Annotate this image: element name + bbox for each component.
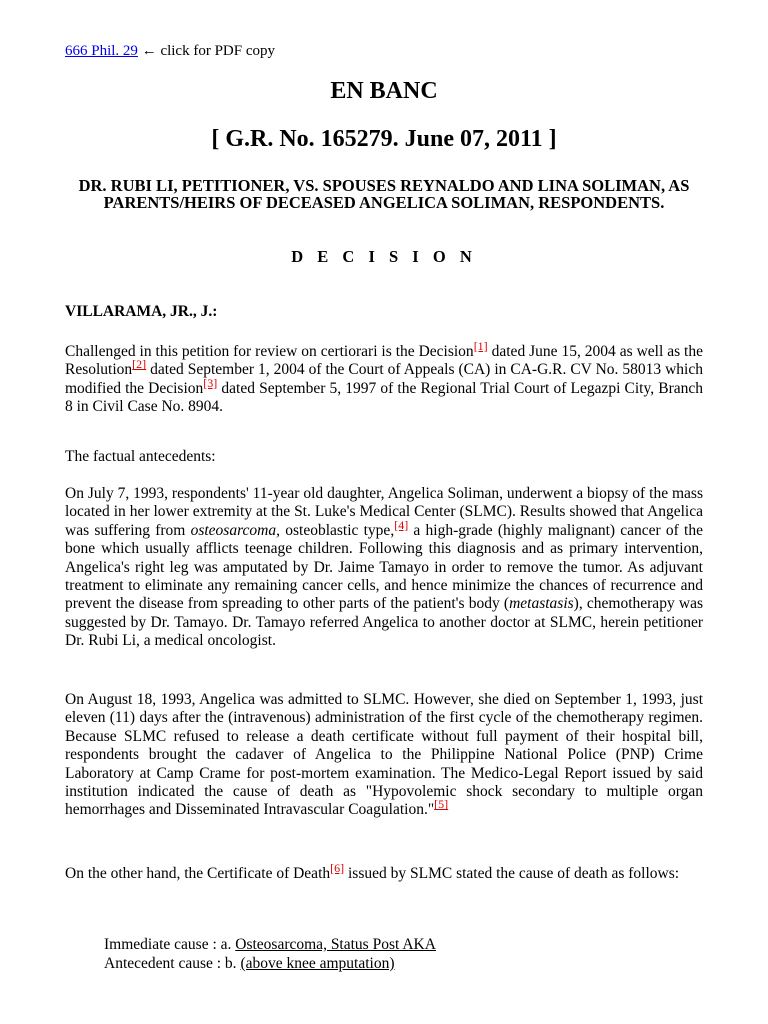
antecedent-cause: Antecedent cause : b. (above knee amputation): [104, 955, 395, 972]
case-title: DR. RUBI LI, PETITIONER, VS. SPOUSES REYNALDO AND LINA SOLIMAN, AS PARENTS/HEIRS OF DECEASED ANGELICA SOLIMAN, RESPONDENTS.: [78, 176, 690, 212]
footnote-6-link[interactable]: [6]: [330, 860, 345, 875]
paragraph-3: On July 7, 1993, respondents' 11-year old daughter, Angelica Soliman, underwent a biopsy of the mass located in her lower extremity at the St. Luke's Medical Center (SLMC). Results showed that Angelica was suffering from osteosarcoma, osteoblastic type,[4] a high-grade (highly malignant) cancer of the bone which usually afflicts teenage children. Following this diagnosis and as primary intervention, Angelica's right leg was amputated by Dr. Jaime Tamayo in order to remove the tumor. As adjuvant treatment to eliminate any remaining cancer cells, and hence minimize the chances of recurrence and prevent the disease from spreading to other parts of the patient's body (metastasis), chemotherapy was suggested by Dr. Tamayo. Dr. Tamayo referred Angelica to another doctor at SLMC, herein petitioner Dr. Rubi Li, a medical oncologist.: [65, 485, 703, 650]
pdf-link-line: [65, 42, 275, 60]
ponente: VILLARAMA, JR., J.:: [65, 303, 218, 320]
immediate-cause: Immediate cause : a. Osteosarcoma, Status Post AKA: [104, 936, 436, 953]
decision-heading: D E C I S I O N: [291, 247, 477, 266]
paragraph-2: The factual antecedents:: [65, 448, 216, 465]
pdf-link-note: ← click for PDF copy: [137, 43, 276, 59]
paragraph-5: On the other hand, the Certificate of Death[6] issued by SLMC stated the cause of death as follows:: [65, 860, 680, 882]
footnote-4-link[interactable]: [4]: [394, 517, 409, 532]
footnote-3-link[interactable]: [3]: [203, 375, 218, 390]
footnote-1-link[interactable]: [1]: [473, 338, 488, 353]
paragraph-4: On August 18, 1993, Angelica was admitted to SLMC. However, she died on September 1, 1993, just eleven (11) days after the (intravenous) administration of the first cycle of the chemotherapy regimen. Because SLMC refused to release a death certificate without full payment of their hospital bill, respondents brought the cadaver of Angelica to the Philippine National Police (PNP) Crime Laboratory at Camp Crame for post-mortem examination. The Medico-Legal Report issued by said institution indicated the cause of death as "Hypovolemic shock secondary to multiple organ hemorrhages and Disseminated Intravascular Coagulation."[5]: [65, 691, 703, 819]
gr-number: [ G.R. No. 165279. June 07, 2011 ]: [211, 126, 557, 152]
footnote-2-link[interactable]: [2]: [132, 357, 147, 372]
paragraph-1: Challenged in this petition for review on certiorari is the Decision[1] dated June 15, 2004 as well as the Resolution[2] dated September 1, 2004 of the Court of Appeals (CA) in CA-G.R. CV No. 58013 which modified the Decision[3] dated September 5, 1997 of the Regional Trial Court of Legazpi City, Branch 8 in Civil Case No. 8904.: [65, 338, 703, 416]
court-division: EN BANC: [330, 78, 438, 104]
pdf-copy-link[interactable]: 666 Phil. 29: [65, 43, 138, 59]
footnote-5-link[interactable]: [5]: [434, 797, 449, 812]
